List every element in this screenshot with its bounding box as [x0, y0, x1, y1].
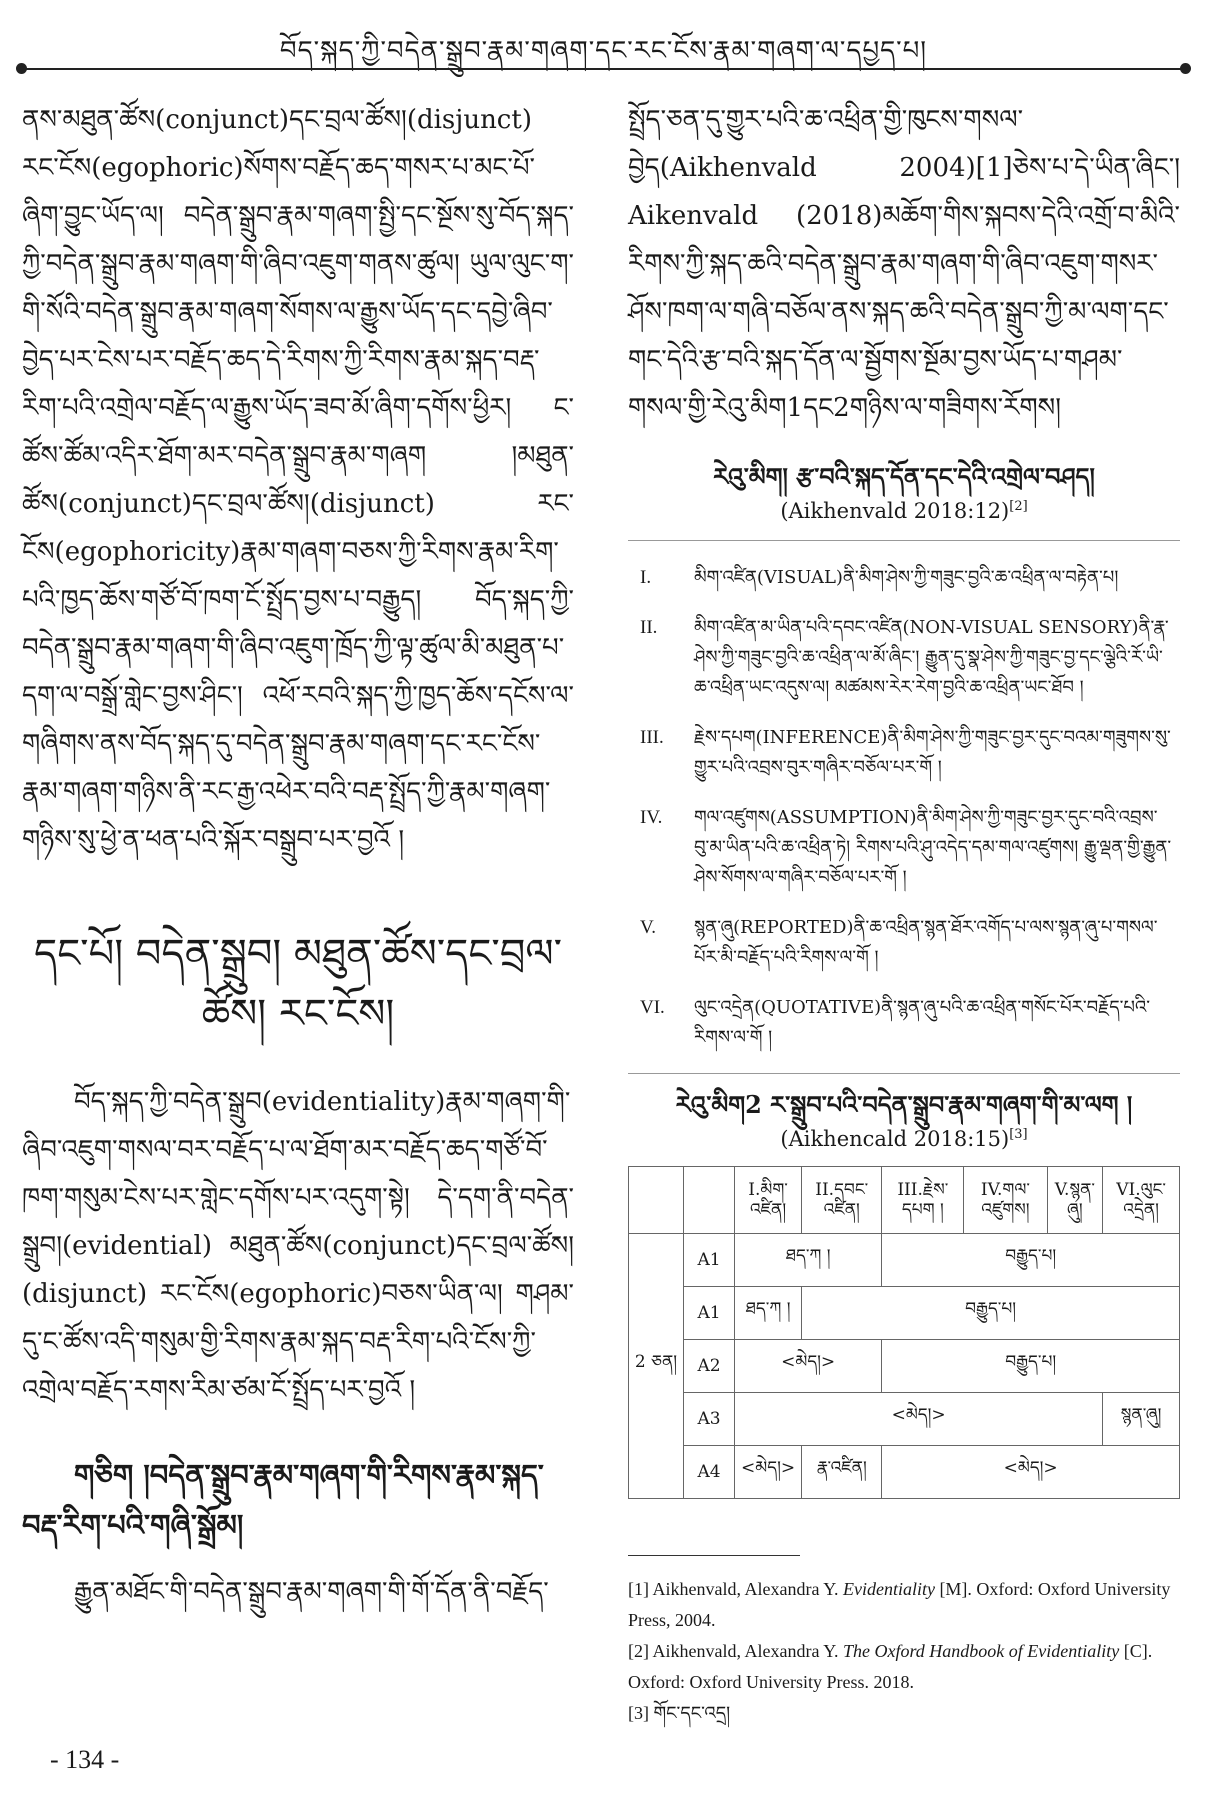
- header-rule: [22, 68, 1185, 70]
- table-header-cell: V.སྙན་ཞུ།: [1047, 1167, 1103, 1234]
- list-item-text: རྗེས་དཔག(INFERENCE)ནི་མིག་ཤེས་ཀྱི་གཟུང་བྱར་དུང་བའམ་གཟུགས་སུ་གྱུར་པའི་འབྲས་བུར་གཞིར་བཅོལ་པར་གོ །: [694, 727, 1171, 778]
- table1-title: རེའུ་མིག། རྩ་བའི་སྐད་དོན་དང་དེའི་འགྲེལ་བཤད།: [713, 462, 1095, 491]
- table1-source-ref: [2]: [1009, 499, 1028, 514]
- table-cell: <མེད།>: [735, 1446, 802, 1499]
- table2-title: རེའུ་མིག2 ར་སྒྲུབ་པའི་བདེན་སྒྲུབ་རྣམ་གཞག་གི་མ་ལག །: [675, 1090, 1133, 1119]
- list-item-text: ལུང་འདྲེན(QUOTATIVE)ནི་སྙན་ཞུ་པའི་ཆ་འཕྲིན་གསོང་པོར་བརྗོད་པའི་རིགས་ལ་གོ །: [694, 997, 1151, 1048]
- table-cell: རྣ་འཛིན།: [802, 1446, 882, 1499]
- footnote-1-text: [1] Aikhenvald, Alexandra Y.: [628, 1579, 843, 1599]
- table-row-label: A3: [684, 1393, 735, 1446]
- footnote-1-publisher: [M]. Oxford: Oxford University Press, 2004.: [628, 1579, 1171, 1630]
- table-row: [629, 1393, 1180, 1446]
- rule-dot-right: [1180, 63, 1191, 74]
- table2-source-ref: [3]: [1009, 1127, 1028, 1142]
- table1-bottom-rule: [628, 1073, 1180, 1074]
- list-item: [628, 613, 1180, 703]
- table-cell: བརྒྱུད་པ།: [882, 1340, 1180, 1393]
- table-header-cell: I.མིག་འཛིན།: [735, 1167, 802, 1234]
- list-item-number: VI.: [640, 997, 665, 1018]
- section-title: དང་པོ། བདེན་སྒྲུབ། མཐུན་ཚོས་དང་བྲལ་ཚོས། རང་ངོས།: [33, 931, 563, 1037]
- table-group-label: 2 ཅན།: [629, 1234, 684, 1499]
- list-item-number: V.: [640, 917, 657, 938]
- list-item: [628, 563, 1180, 593]
- table-row: [629, 1287, 1180, 1340]
- table-header-row: [629, 1167, 1180, 1234]
- evidential-category-list: [628, 563, 1180, 1053]
- left-column: [22, 96, 574, 1616]
- evidential-system-table: [628, 1166, 1180, 1499]
- table-header-cell: IV.གལ་འཛུགས།: [964, 1167, 1047, 1234]
- subsection-title: གཅིག །བདེན་སྒྲུབ་རྣམ་གཞག་གི་རིགས་རྣམ་སྐད་བརྡ་རིག་པའི་གཞི་སྒྲོམ།: [22, 1458, 544, 1542]
- footnote-2: [628, 1636, 1180, 1698]
- list-item-text: གལ་འཛུགས(ASSUMPTION)ནི་མིག་ཤེས་ཀྱི་གཟུང་བྱར་དུང་བའི་འབྲས་བུ་མ་ཡིན་པའི་ཆ་འཕྲིན་ཏེ། རིགས་པའི་ཤུ་འདེད་དམ་གལ་འཛུགས། རྒྱུ་ལྡན་གྱི་རྒྱུན་ཤེས་སོགས་ལ་གཞིར་བཅོལ་པར་གོ །: [694, 807, 1172, 888]
- list-item: [628, 803, 1180, 893]
- table-corner-cell: [629, 1167, 684, 1234]
- running-head: བོད་སྐད་ཀྱི་བདེན་སྒྲུབ་རྣམ་གཞག་དང་རང་ངོས་རྣམ་གཞག་ལ་དཔྱད་པ།: [279, 36, 928, 66]
- table-cell: སྙན་ཞུ།: [1103, 1393, 1180, 1446]
- table-cell: <མེད།>: [735, 1340, 882, 1393]
- list-item-text: མིག་འཛིན་མ་ཡིན་པའི་དབང་འཛིན(NON-VISUAL SENSORY)ནི་རྣ་ཤེས་ཀྱི་གཟུང་བྱའི་ཆ་འཕྲིན་ལ་མོ་ཞིང་། རྒྱུན་དུ་སྣ་ཤེས་ཀྱི་གཟུང་བྱ་དང་ལྕེའི་རོ་ཡི་ཆ་འཕྲིན་ཡང་འདུས་ལ། མཚམས་རེར་རེག་བྱའི་ཆ་འཕྲིན་ཡང་ཐོབ །: [694, 617, 1169, 698]
- table1-source: [628, 494, 1180, 528]
- table-cell: <མེད།>: [735, 1393, 1103, 1446]
- table-header-cell: VI.ལུང་འདྲེན།: [1103, 1167, 1180, 1234]
- footnote-rule: [628, 1555, 800, 1556]
- table-cell: བརྒྱུད་པ།: [802, 1287, 1180, 1340]
- table-cell: བརྒྱུད་པ།: [882, 1234, 1180, 1287]
- table-header-cell: II.དབང་འཛིན།: [802, 1167, 882, 1234]
- table-row-label: A1: [684, 1287, 735, 1340]
- list-item: [628, 913, 1180, 973]
- page-number: - 134 -: [50, 1745, 120, 1774]
- list-item-number: II.: [640, 617, 658, 638]
- paragraph-section-one: བོད་སྐད་ཀྱི་བདེན་སྒྲུབ(evidentiality)རྣམ་གཞག་གི་ཞིབ་འཇུག་གསལ་བར་བརྗོད་པ་ལ་ཐོག་མར་བརྗོད་ཆད་གཙོ་བོ་ཁག་གསུམ་ངེས་པར་གླེང་དགོས་པར་འདུག་སྟེ། དེ་དག་ནི་བདེན་སྒྲུབ།(evidential) མཐུན་ཚོས(conjunct)དང་བྲལ་ཚོས།(disjunct) རང་ངོས(egophoric)བཅས་ཡིན་ལ། གཤམ་དུ་ང་ཚོས་འདི་གསུམ་གྱི་རིགས་རྣམ་སྐད་བརྡ་རིག་པའི་ངོས་ཀྱི་འགྲེལ་བརྗོད་རགས་རིམ་ཙམ་ངོ་སྤྲོད་པར་བྱའོ །: [22, 1087, 574, 1405]
- right-column: [628, 96, 1180, 1729]
- footnote-2-publisher: [C]. Oxford: Oxford University Press. 2018.: [628, 1641, 1153, 1692]
- list-item-number: III.: [640, 727, 664, 748]
- footnote-1-title: Evidentiality: [842, 1579, 935, 1599]
- table1-source-text: (Aikhenvald 2018:12): [780, 499, 1010, 523]
- table-row: [629, 1234, 1180, 1287]
- table-cell: ཐད་ཀ །: [735, 1234, 882, 1287]
- list-item-number: IV.: [640, 807, 663, 828]
- footnote-2-title: The Oxford Handbook of Evidentiality: [842, 1641, 1120, 1661]
- table-row-label: A4: [684, 1446, 735, 1499]
- table-row: [629, 1340, 1180, 1393]
- paragraph-right-intro: སྤྲོད་ཅན་དུ་གྱུར་པའི་ཆ་འཕྲིན་གྱི་ཁུངས་གསལ་བྱེད(Aikhenvald 2004)[1]ཅེས་པ་དེ་ཡིན་ཞིང་། Aikenvald (2018)མཆོག་གིས་སྐབས་དེའི་འགྲོ་བ་མིའི་རིགས་ཀྱི་སྐད་ཆའི་བདེན་སྒྲུབ་རྣམ་གཞག་གི་ཞིབ་འཇུག་གསར་ཤོས་ཁག་ལ་གཞི་བཅོལ་ནས་སྐད་ཆའི་བདེན་སྒྲུབ་ཀྱི་མ་ལག་དང་གང་དེའི་རྩ་བའི་སྐད་དོན་ལ་སྦྱོགས་སྔོམ་བྱས་ཡོད་པ་གཤམ་གསལ་གྱི་རེའུ་མིག1དང2གཉིས་ལ་གཟིགས་རོགས།: [628, 105, 1180, 423]
- paragraph-subsection: རྒྱུན་མཐོང་གི་བདེན་སྒྲུབ་རྣམ་གཞག་གི་གོ་དོན་ནི་བརྗོད་: [74, 1577, 549, 1607]
- table-cell: <མེད།>: [882, 1446, 1180, 1499]
- table-row: [629, 1446, 1180, 1499]
- table-header-cell: III.རྗེས་དཔག །: [882, 1167, 964, 1234]
- list-item-number: I.: [640, 567, 652, 588]
- table-cell: ཐད་ཀ །: [735, 1287, 802, 1340]
- paragraph-intro: ནས་མཐུན་ཚོས(conjunct)དང་བྲལ་ཚོས།(disjunct) རང་ངོས(egophoric)སོགས་བརྗོད་ཆད་གསར་པ་མང་པོ་ཞིག་བྱུང་ཡོད་ལ། བདེན་སྒྲུབ་རྣམ་གཞག་སྤྱི་དང་སྔོས་སུ་བོད་སྐད་ཀྱི་བདེན་སྒྲུབ་རྣམ་གཞག་གི་ཞིབ་འཇུག་གནས་ཚུལ། ཡུལ་ལུང་ག་གི་སོའི་བདེན་སྒྲུབ་རྣམ་གཞག་སོགས་ལ་རྒྱུས་ཡོད་དང་དབྱེ་ཞིབ་བྱེད་པར་ངེས་པར་བརྗོད་ཆད་དེ་རིགས་ཀྱི་རིགས་རྣམ་སྐད་བརྡ་རིག་པའི་འགྲེལ་བརྗོད་ལ་རྒྱུས་ཡོད་ཟབ་མོ་ཞིག་དགོས་ཕྱིར། ང་ཚོས་ཚོམ་འདིར་ཐོག་མར་བདེན་སྒྲུབ་རྣམ་གཞག །མཐུན་ཚོས(conjunct)དང་བྲལ་ཚོས།(disjunct) རང་ངོས(egophoricity)རྣམ་གཞག་བཅས་ཀྱི་རིགས་རྣམ་རིག་པའི་ཁྱད་ཆོས་གཙོ་བོ་ཁག་ངོ་སྤྲོད་བྱས་པ་བརྒྱུད། བོད་སྐད་ཀྱི་བདེན་སྒྲུབ་རྣམ་གཞག་གི་ཞིབ་འཇུག་ཁྲོད་ཀྱི་ལྟ་ཚུལ་མི་མཐུན་པ་དག་ལ་བསྒྲོ་གླེང་བྱས་ཤིང་། འཕོ་རབའི་སྐད་ཀྱི་ཁྱད་ཆོས་དངོས་ལ་གཞིགས་ནས་བོད་སྐད་དུ་བདེན་སྒྲུབ་རྣམ་གཞག་དང་རང་ངོས་རྣམ་གཞག་གཉིས་ནི་རང་རྒྱ་འཕེར་བའི་བརྡ་སྤྲོད་ཀྱི་རྣམ་གཞག་གཉིས་སུ་ཕྱེ་ན་ཕན་པའི་སྐོར་བསྒྲུབ་པར་བྱའོ །: [22, 105, 574, 855]
- table2-source-text: (Aikhencald 2018:15): [780, 1127, 1010, 1151]
- footnote-2-text: [2] Aikhenvald, Alexandra Y.: [628, 1641, 843, 1661]
- list-item: [628, 723, 1180, 783]
- table-corner-cell: [684, 1167, 735, 1234]
- list-item-text: མིག་འཛིན(VISUAL)ནི་མིག་ཤེས་ཀྱི་གཟུང་བྱའི་ཆ་འཕྲིན་ལ་བརྟེན་པ།: [694, 567, 1119, 588]
- footnote-1: [628, 1574, 1180, 1636]
- table-row-label: A2: [684, 1340, 735, 1393]
- footnote-3: [3] གོང་དང་འདྲ།: [628, 1703, 731, 1723]
- table1-top-rule: [628, 540, 1180, 541]
- list-item: [628, 993, 1180, 1053]
- table-row-label: A1: [684, 1234, 735, 1287]
- table2-source: [628, 1122, 1180, 1156]
- list-item-text: སྙན་ཞུ(REPORTED)ནི་ཆ་འཕྲིན་སྙན་ཐོར་འགོད་པ་ལས་སྙན་ཞུ་པ་གསལ་པོར་མི་བརྗོད་པའི་རིགས་ལ་གོ །: [694, 917, 1158, 968]
